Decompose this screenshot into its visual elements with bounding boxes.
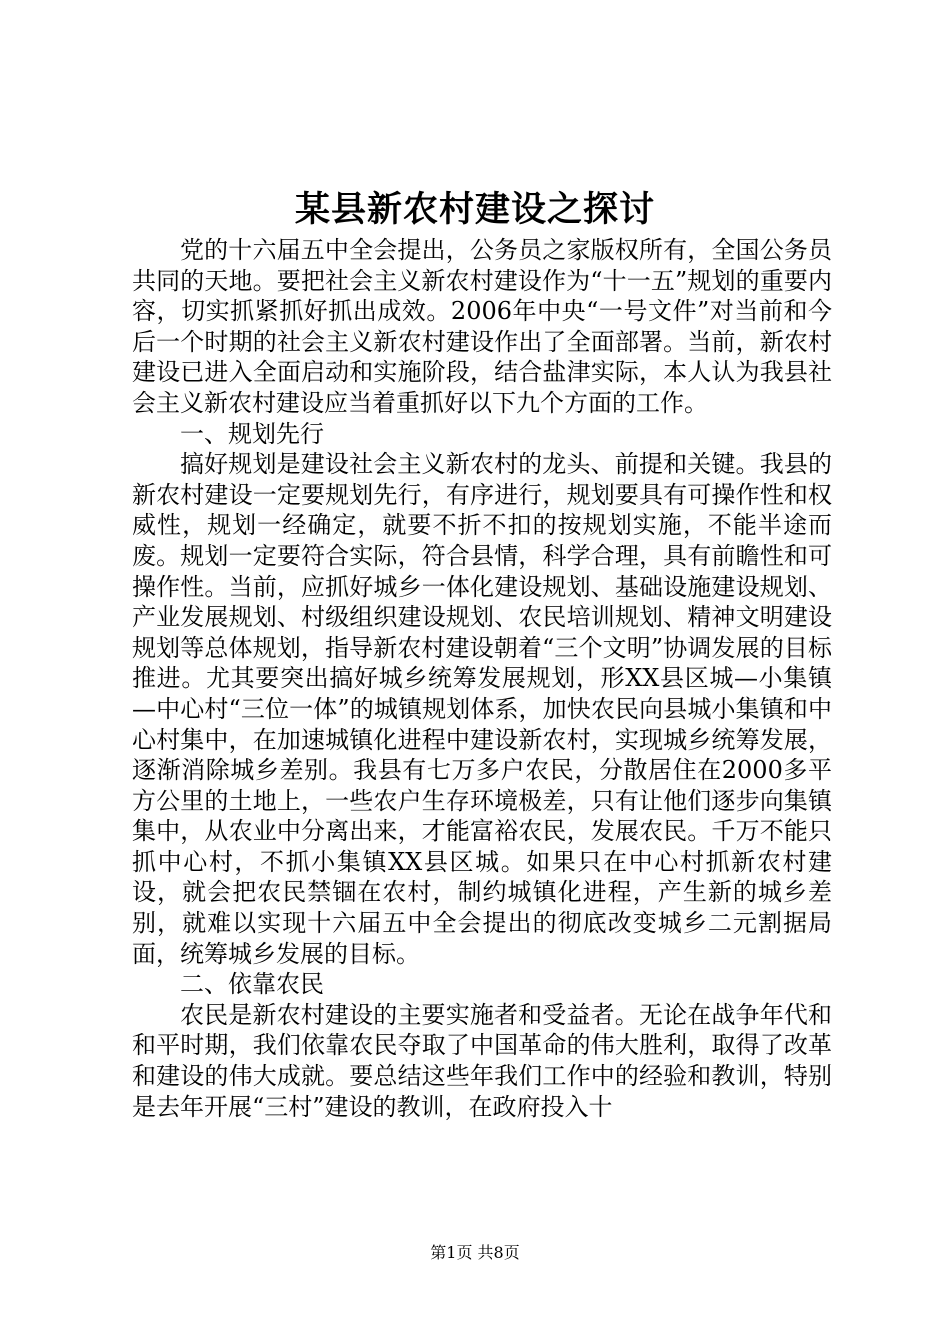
page-footer: 第1页 共8页	[430, 1243, 520, 1262]
document-title: 某县新农村建设之探讨	[294, 189, 655, 230]
paragraph-farmers: 农民是新农村建设的主要实施者和受益者。无论在战争年代和和平时期，我们依靠农民夺取了中国革命的伟大胜利，取得了改革和建设的伟大成就。要总结这些年我们工作中的经验和教训，特别是去年开展“三村”建设的教训，在政府投入十	[132, 1000, 832, 1121]
section-heading-farmers: 二、依靠农民	[180, 970, 324, 999]
paragraph-intro: 党的十六届五中全会提出，公务员之家版权所有，全国公务员共同的天地。要把社会主义新农村建设作为“十一五”规划的重要内容，切实抓紧抓好抓出成效。2006年中央“一号文件”对当前和今后一个时期的社会主义新农村建设作出了全面部署。当前，新农村建设已进入全面启动和实施阶段，结合盐津实际，本人认为我县社会主义新农村建设应当着重抓好以下九个方面的工作。	[132, 236, 832, 417]
section-heading-planning: 一、规划先行	[180, 419, 324, 448]
document-body	[132, 235, 832, 1122]
paragraph-planning: 搞好规划是建设社会主义新农村的龙头、前提和关键。我县的新农村建设一定要规划先行，有序进行，规划要具有可操作性和权威性，规划一经确定，就要不折不扣的按规划实施，不能半途而废。规划一定要符合实际，符合县情，科学合理，具有前瞻性和可操作性。当前，应抓好城乡一体化建设规划、基础设施建设规划、产业发展规划、村级组织建设规划、农民培训规划、精神文明建设规划等总体规划，指导新农村建设朝着“三个文明”协调发展的目标推进。尤其要突出搞好城乡统筹发展规划，形XX县区城—小集镇—中心村“三位一体”的城镇规划体系，加快农民向县城小集镇和中心村集中，在加速城镇化进程中建设新农村，实现城乡统筹发展，逐渐消除城乡差别。我县有七万多户农民，分散居住在2000多平方公里的土地上，一些农户生存环境极差，只有让他们逐步向集镇集中，从农业中分离出来，才能富裕农民，发展农民。千万不能只抓中心村，不抓小集镇XX县区城。如果只在中心村抓新农村建设，就会把农民禁锢在农村，制约城镇化进程，产生新的城乡差别，就难以实现十六届五中全会提出的彻底改变城乡二元割据局面，统筹城乡发展的目标。	[132, 450, 832, 968]
